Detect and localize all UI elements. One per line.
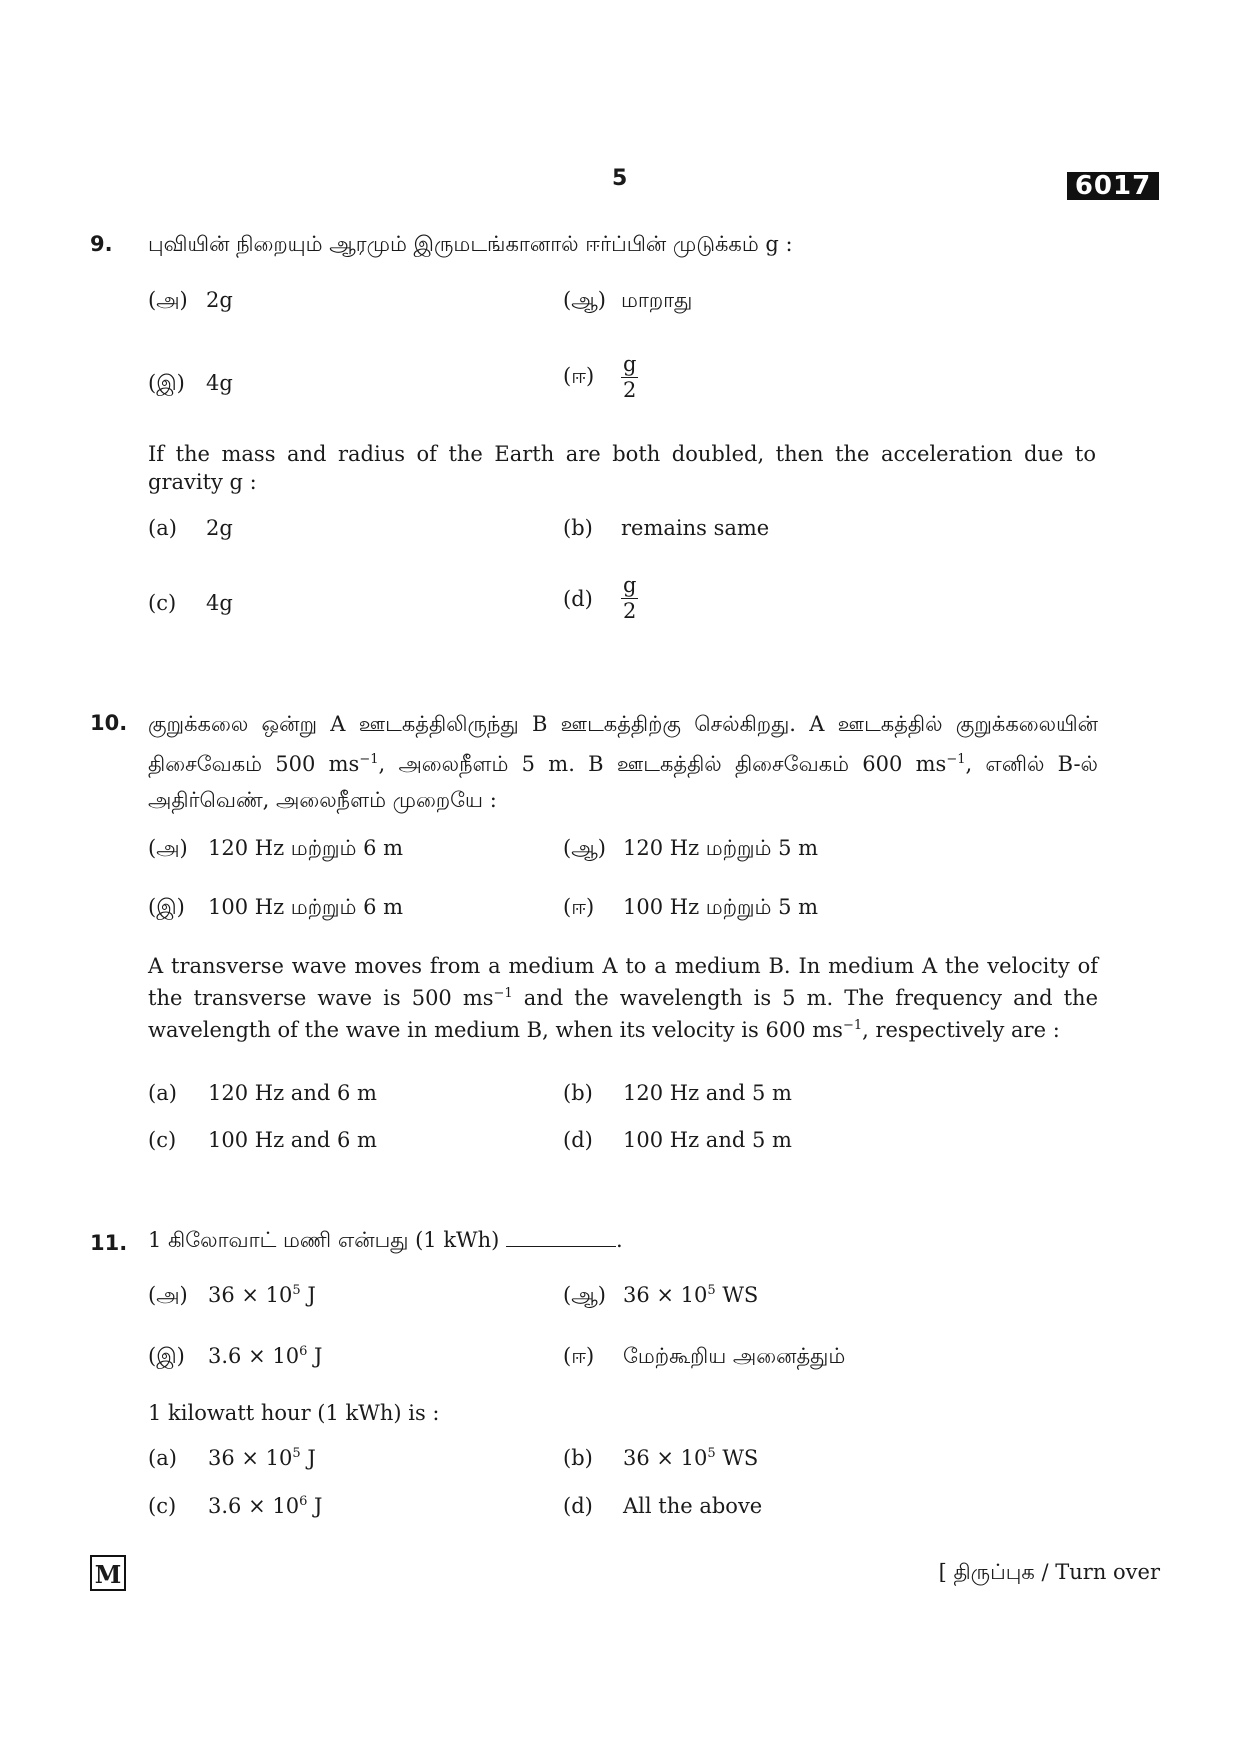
option-text: 100 Hz and 6 m — [208, 1128, 377, 1152]
fraction-denominator: 2 — [623, 378, 637, 402]
option-d-tamil — [563, 1344, 845, 1371]
option-a-tamil: (அ) $36 \times 10^5$ J — [148, 1283, 316, 1310]
question-number: 10. — [90, 711, 128, 735]
option-text: 100 Hz மற்றும் 6 m — [208, 895, 404, 919]
option-c-english — [148, 591, 233, 615]
option-label: (ஆ) — [563, 288, 606, 312]
question-stem-english: A transverse wave moves from a medium A to a medium B. In medium A the velocity of the transverse wave is 500 $ms^{-1}$ and the wavelength is 5 m. The frequency and the wavelength of the wave in medium B, when its velocity is 600 $ms^{-1}$, respectively are : — [148, 954, 1099, 1042]
paper-code-badge: 6017 — [1067, 172, 1159, 200]
page-number: 5 — [612, 166, 628, 191]
option-label: (b) — [563, 1446, 593, 1470]
option-d-english — [563, 1494, 762, 1518]
option-label: (ஈ) — [563, 364, 595, 388]
question-stem-tamil: குறுக்கலை ஒன்று A ஊடகத்திலிருந்து B ஊடகத்திற்கு செல்கிறது. A ஊடகத்தில் குறுக்கலையின் திசைவேகம் 500 $ms^{-1}$, அலைநீளம் 5 m. B ஊடகத்தில் திசைவேகம் 600 $ms^{-1}$, எனில் B-ல் அதிர்வெண், அலைநீளம் முறையே : — [148, 712, 1098, 812]
option-label: (இ) — [148, 1344, 185, 1368]
option-text: remains same — [621, 516, 770, 540]
option-b-tamil — [563, 288, 692, 315]
option-label: (ஈ) — [563, 1344, 595, 1368]
option-label: (b) — [563, 516, 593, 540]
option-d-english — [563, 575, 638, 622]
option-label: (d) — [563, 1128, 593, 1152]
fraction — [621, 575, 638, 622]
question-number: 11. — [90, 1231, 128, 1255]
option-b-english — [563, 516, 769, 540]
fraction-denominator: 2 — [623, 599, 637, 623]
option-text: 4g — [206, 591, 233, 615]
option-text: மேற்கூறிய அனைத்தும் — [623, 1344, 846, 1368]
option-c-tamil — [148, 895, 403, 922]
option-d-english — [563, 1128, 792, 1152]
option-a-english — [148, 516, 233, 540]
option-text: 120 Hz and 5 m — [623, 1081, 792, 1105]
option-c-english — [148, 1128, 377, 1152]
option-b-english — [563, 1081, 792, 1105]
option-label: (அ) — [148, 288, 188, 312]
option-a-tamil — [148, 836, 403, 863]
option-text: 120 Hz மற்றும் 6 m — [208, 836, 404, 860]
option-label: (இ) — [148, 895, 185, 919]
option-a-tamil — [148, 288, 233, 315]
question-stem-tamil: புவியின் நிறையும் ஆரமும் இருமடங்கானால் ஈர்ப்பின் முடுக்கம் g : — [148, 232, 793, 256]
fraction — [621, 354, 638, 401]
option-c-tamil: (இ) $3.6 \times 10^6$ J — [148, 1344, 322, 1371]
option-text: மாறாது — [621, 288, 693, 312]
option-text: 120 Hz மற்றும் 5 m — [623, 836, 819, 860]
option-text: 120 Hz and 6 m — [208, 1081, 377, 1105]
option-c-english: (c) $3.6 \times 10^6$ J — [148, 1494, 323, 1518]
option-a-english: (a) $36 \times 10^5$ J — [148, 1446, 316, 1470]
option-d-tamil — [563, 354, 638, 401]
option-label: (ஆ) — [563, 836, 606, 860]
option-c-tamil — [148, 371, 233, 398]
option-a-english — [148, 1081, 377, 1105]
answer-blank — [506, 1246, 616, 1247]
option-label: (ஆ) — [563, 1283, 606, 1307]
option-label: (a) — [148, 1081, 177, 1105]
option-label: (c) — [148, 591, 177, 615]
option-b-english: (b) $36 \times 10^5$ WS — [563, 1446, 759, 1470]
option-label: (c) — [148, 1494, 177, 1518]
question-stem-english: 1 kilowatt hour (1 kWh) is : — [148, 1401, 440, 1425]
option-label: (அ) — [148, 1283, 188, 1307]
option-text: 2g — [206, 288, 233, 312]
option-text: 100 Hz மற்றும் 5 m — [623, 895, 819, 919]
option-text: 4g — [206, 371, 233, 395]
option-text: All the above — [623, 1494, 763, 1518]
option-label: (b) — [563, 1081, 593, 1105]
option-label: (a) — [148, 516, 177, 540]
question-stem-english: If the mass and radius of the Earth are both doubled, then the acceleration due to gravity g : — [148, 442, 1096, 494]
option-label: (c) — [148, 1128, 177, 1152]
option-text: 2g — [206, 516, 233, 540]
option-label: (d) — [563, 586, 593, 611]
question-stem-tamil: 1 கிலோவாட் மணி என்பது (1 kWh) . — [148, 1228, 623, 1252]
option-label: (d) — [563, 1494, 593, 1518]
option-label: (ஈ) — [563, 895, 595, 919]
turn-over-note: [ திருப்புக / Turn over — [938, 1560, 1160, 1584]
medium-mark-box: M — [90, 1555, 126, 1591]
option-label: (a) — [148, 1446, 177, 1470]
option-b-tamil: (ஆ) $36 \times 10^5$ WS — [563, 1283, 758, 1310]
fraction-numerator: g — [623, 352, 637, 376]
option-b-tamil — [563, 836, 818, 863]
option-text: 100 Hz and 5 m — [623, 1128, 792, 1152]
question-number: 9. — [90, 232, 113, 256]
option-label: (இ) — [148, 371, 185, 395]
fraction-numerator: g — [623, 573, 637, 597]
option-d-tamil — [563, 895, 818, 922]
option-label: (அ) — [148, 836, 188, 860]
